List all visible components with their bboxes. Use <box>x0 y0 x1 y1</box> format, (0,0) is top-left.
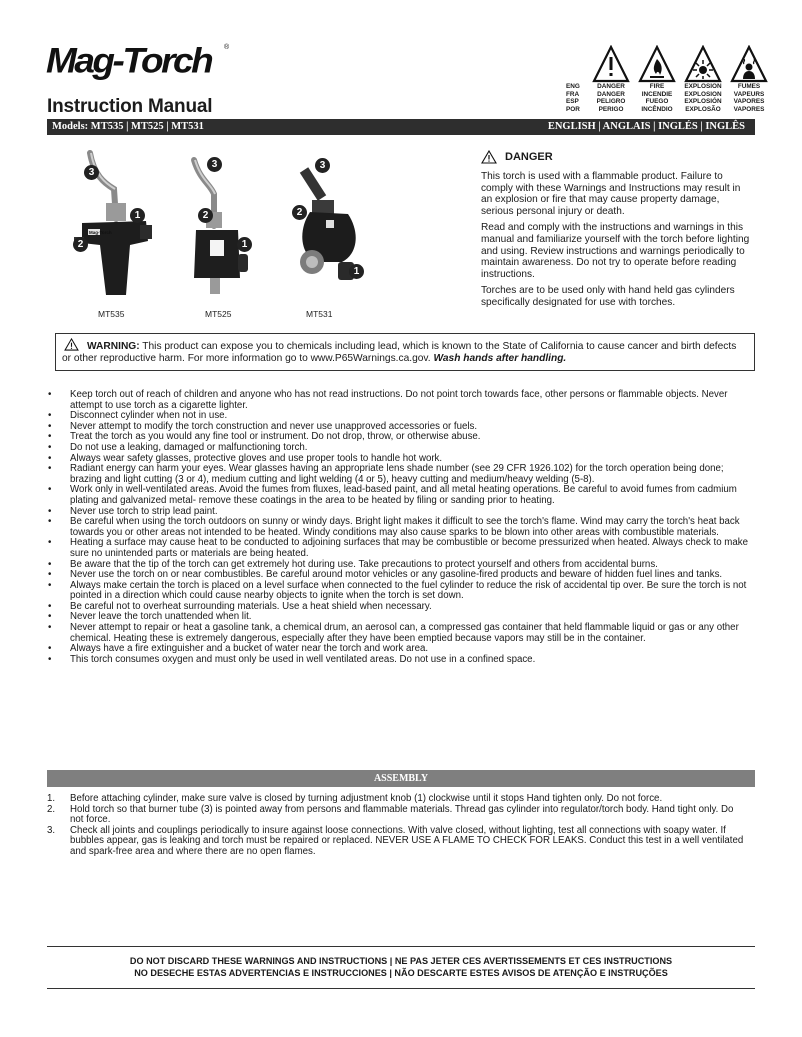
torch-label-mt531: MT531 <box>306 309 333 319</box>
torch-label-mt525: MT525 <box>205 309 232 319</box>
registered-mark: ® <box>224 44 230 51</box>
hazard-fumes-labels: FUMES VAPEURS VAPORES VAPORES <box>733 83 765 113</box>
list-item: • This torch consumes oxygen and must only be used in well ventilated areas. Do not use in a confined space. <box>47 655 757 666</box>
list-item: • Always make certain the torch is placed on a level surface when connected to the fuel cylinder to reduce the risk of accidental tip over. Be sure the torch is not pointed in a direction which could cause nearby objects to ignite when the torch is set down. <box>47 581 757 602</box>
list-item: • Always have a fire extinguisher and a bucket of water near the torch and work area. <box>47 644 757 655</box>
warning-triangle-icon <box>481 150 497 164</box>
list-item: • Be careful not to overheat surrounding materials. Use a heat shield when necessary. <box>47 602 757 613</box>
prop65-warning-box <box>55 333 755 371</box>
assembly-step <box>47 826 747 858</box>
footer-notice <box>47 955 755 979</box>
page-title: Instruction Manual <box>47 96 213 117</box>
exclamation-icon <box>594 47 628 81</box>
list-item: • Never leave the torch unattended when lit. <box>47 612 757 623</box>
torch-mt535-image <box>60 145 170 305</box>
prop65-text: This product can expose you to chemicals including lead, which is known to the State of California to cause cancer and birth defects or other reproductive harm. For more information go to www.P65Warnings.ca.gov. <box>62 341 737 365</box>
list-item: • Always wear safety glasses, protective gloves and use proper tools to handle hot work. <box>47 454 757 465</box>
callout-knob-mt535: 1 <box>130 208 145 223</box>
torch-mt525-image <box>180 150 270 300</box>
danger-paragraph: Torches are to be used only with hand held gas cylinders specifically designated for use with torches. <box>481 285 735 308</box>
list-item: • Be careful when using the torch outdoors on sunny or windy days. Bright light makes it difficult to see the torch's flame. Wind may carry the torch's heat back towards you or other areas not intended to be heated. Windy conditions may also cause sparks to be blown into other areas with combustible materials. <box>47 517 757 538</box>
callout-body-mt531: 2 <box>292 205 307 220</box>
footer-line-1: DO NOT DISCARD THESE WARNINGS AND INSTRUCTIONS | NE PAS JETER CES AVERTISSEMENTS ET CES INSTRUCTIONS <box>129 956 673 966</box>
footer-divider-top <box>47 946 755 947</box>
brand-logo: Mag-Torch <box>46 41 212 80</box>
explosion-icon <box>686 47 720 81</box>
safety-warnings-list <box>47 390 757 665</box>
danger-text <box>481 171 753 314</box>
prop65-emphasis: Wash hands after handling. <box>433 353 567 365</box>
step-text: Hold torch so that burner tube (3) is pointed away from persons and flammable materials. Thread gas cylinder into regulator/torch body. Hand tight only. Do not force. <box>70 803 734 826</box>
torch-brand-text: Mag-Torch <box>89 230 112 235</box>
assembly-heading: ASSEMBLY <box>47 770 755 787</box>
hazard-fire-labels: FIRE INCENDIE FUEGO INCÊNDIO <box>641 83 673 113</box>
danger-paragraph: Read and comply with the instructions and warnings in this manual and familiarize yourself with the torch before lighting and using. Review instructions and warnings periodically to maintain awareness. Do not try to operate before reading instructions. <box>481 222 750 280</box>
hazard-explosion-labels: EXPLOSION EXPLOSION EXPLOSIÓN EXPLOSÃO <box>684 83 722 113</box>
callout-burner-tube-mt535: 3 <box>84 165 99 180</box>
list-item: • Never use torch to strip lead paint. <box>47 507 757 518</box>
torch-mt531-image <box>282 150 392 300</box>
list-item: • Treat the torch as you would any fine tool or instrument. Do not drop, throw, or otherwise abuse. <box>47 432 757 443</box>
step-text: Check all joints and couplings periodically to insure against loose connections. With valve closed, without lighting, test all connections with soapy water. If bubbles appear, gas is leaking and torch must be repaired or replaced. NEVER USE A FLAME TO CHECK FOR LEAKS. Conduct this test in a well ventilated and spark-free area and where there are no open flames. <box>70 824 744 857</box>
list-item: • Disconnect cylinder when not in use. <box>47 411 757 422</box>
step-text: Before attaching cylinder, make sure valve is closed by turning adjustment knob (1) clockwise until it stops Hand tighten only. Do not force. <box>70 793 663 804</box>
hazard-icons <box>588 45 778 83</box>
callout-burner-tube-mt531: 3 <box>315 158 330 173</box>
list-item: • Be aware that the tip of the torch can get extremely hot during use. Take precautions to protect yourself and others from accidental burns. <box>47 560 757 571</box>
callout-body-mt525: 2 <box>198 208 213 223</box>
warning-triangle-icon <box>64 338 79 351</box>
list-item: • Radiant energy can harm your eyes. Wear glasses having an appropriate lens shade number (see 29 CFR 1926.102) for the torch operation being done; brazing and light cutting (3 or 4), medium cutting and light welding (4 or 5), heavy cutting and medium/heavy welding (5-8). <box>47 464 757 485</box>
danger-title: DANGER <box>505 151 553 163</box>
danger-paragraph: This torch is used with a flammable product. Failure to comply with these Warnings and Instructions may result in an explosion or fire that may cause property damage, serious personal injury or death. <box>481 171 741 217</box>
fire-icon <box>640 47 674 81</box>
list-item: • Never attempt to modify the torch construction and never use unapproved accessories or fuels. <box>47 422 757 433</box>
list-item: • Work only in well-ventilated areas. Avoid the fumes from fluxes, lead-based paint, and all metal heating operations. Be careful to avoid fumes from cadmium plating and galvanized metal- remove these coatings in the area to be heated by filing or sanding prior to heating. <box>47 485 757 506</box>
footer-line-2: NO DESECHE ESTAS ADVERTENCIAS E INSTRUCCIONES | NÃO DESCARTE ESTES AVISOS DE ATENÇÃO E INSTRUÇÕES <box>134 968 668 978</box>
prop65-label: WARNING: <box>87 341 140 352</box>
callout-knob-mt531: 1 <box>349 264 364 279</box>
list-item: • Keep torch out of reach of children and anyone who has not read instructions. Do not point torch towards face, other persons or flammable objects. Never attempt to use torch as a cigarette lighter. <box>47 390 757 411</box>
step-number: 2. <box>47 803 56 815</box>
list-item: • Never attempt to repair or heat a gasoline tank, a chemical drum, an aerosol can, a compressed gas container that held flammable liquid or gas or any other chemical. Heating these is extremely dangerous, especially after they have been emptied because vapors may still be in the container. <box>47 623 757 644</box>
assembly-steps <box>47 794 747 858</box>
footer-divider-bottom <box>47 988 755 989</box>
language-list: ENGLISH | ANGLAIS | INGLÉS | INGLÊS <box>547 121 745 132</box>
hazard-danger-labels: DANGER DANGER PELIGRO PERIGO <box>596 83 626 113</box>
list-item: • Heating a surface may cause heat to be conducted to adjoining surfaces that may be combustible or become pressurized when heated. Always check to make sure no unintended parts or materials are being heated. <box>47 538 757 559</box>
torch-label-mt535: MT535 <box>98 309 125 319</box>
step-number: 3. <box>47 824 56 836</box>
assembly-step <box>47 805 747 826</box>
list-item: • Do not use a leaking, damaged or malfunctioning torch. <box>47 443 757 454</box>
models-list: Models: MT535 | MT525 | MT531 <box>52 121 204 132</box>
list-item: • Never use the torch on or near combustibles. Be careful around motor vehicles or any gasoline-fired products and beware of hidden fuel lines and tanks. <box>47 570 757 581</box>
callout-knob-mt525: 1 <box>237 237 252 252</box>
step-number: 1. <box>47 793 56 804</box>
hazard-languages: ENG FRA ESP POR <box>566 83 580 113</box>
callout-body-mt535: 2 <box>73 237 88 252</box>
hazard-labels <box>566 83 772 113</box>
fumes-icon <box>732 47 766 81</box>
models-bar <box>47 119 755 135</box>
danger-heading <box>481 150 553 164</box>
callout-burner-tube-mt525: 3 <box>207 157 222 172</box>
